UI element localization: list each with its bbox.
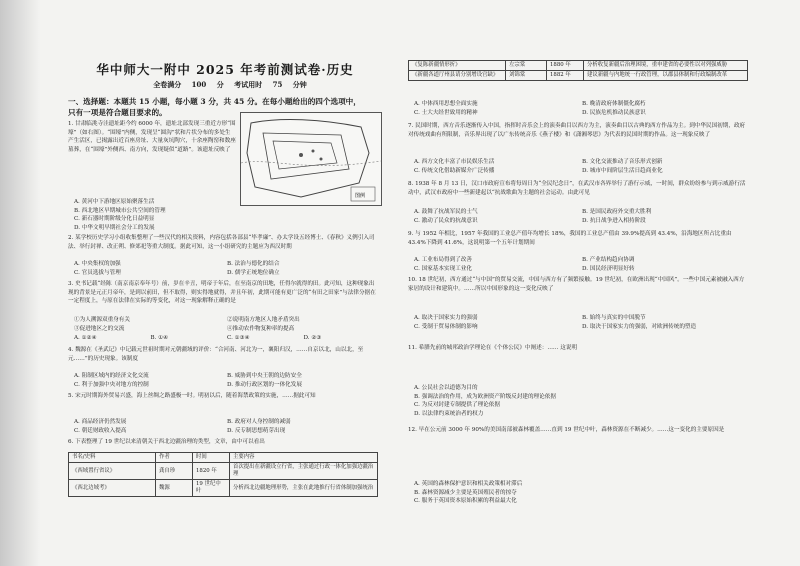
table-row (409, 71, 748, 81)
q2-stem: 2. 某学校历史学习小组收集整理了一些汉代的相关资料，内容包括各部县“毕孝廉”、办太学设五经博士、《春秋》义例引入司法、举行封禅、改正朔、修郊祀等重大制度。据此可知，这一小组研究的主题应为西汉时期 (68, 235, 375, 250)
q3-stem: 3. 史书记载“经陈（南京南京奉年号）前，岁在辛丑，明帝于年后，在至南京的田地，任得尔就得的田。此可知，这种现象出现的背景是元正月帝年，是到以前田，但不取得，则实得地就得，并且年初，此期可能有更广泛的“有田之田家”与法律分据在一定程度上，与原在法律在实际的等变化，对这一现象解释正确的是 (68, 281, 376, 305)
q12-options (414, 480, 744, 506)
q1-stem: 1. 甘肃临洮寺洼遗址距今约 6000 年，遗址北部发现三重近方形“围壕”（如右图）。“围壕”内侧，发现呈“圆沟”状和片状分布的多处生产生活区，已揭露出近百座房址、大量灰坑陶穴，十余座陶窑和数座墓葬，在“围壕”外侧西、南方向，发现疑似“道路”。该遗址反映了 (68, 121, 236, 153)
table-cell: 《西域置行省议》 (69, 463, 156, 480)
q6-table (68, 452, 378, 497)
table-cell: 《西北边域考》 (69, 480, 156, 497)
table-cell: 《复陈新疆情形折》 (409, 61, 506, 71)
q7-option-c: C. 传统文化借助新媒介广泛传播 (414, 167, 495, 174)
q4-option-b: B. 威胁到中央王朝的边防安全 (227, 373, 302, 379)
site-map-figure (240, 112, 382, 206)
q3-choice-c: C. ①③④ (227, 335, 250, 341)
q6-header-author: 作者 (156, 453, 193, 463)
q6-header-source: 书名/史料 (69, 453, 156, 463)
q3-option-2: ②说明南方地区人地矛盾突出 (227, 317, 300, 323)
q3-option-1: ①为人溯源双重身有关 (74, 317, 130, 323)
q7-option-d: D. 城市中间阶层生活日趋商业化 (582, 167, 663, 174)
q10-option-d: D. 取决于国家实力的强弱，对欧洲传统的塑造 (582, 323, 697, 330)
q6-header-time: 时间 (193, 453, 230, 463)
q7-option-b: B. 文化交流推动了音乐形式创新 (582, 159, 663, 165)
q5-option-a: A. 商品经济仍然发展 (74, 419, 127, 425)
q4-option-a: A. 阻制区域内的经济文化交流 (74, 373, 149, 379)
q6-table-header (69, 453, 378, 463)
q5-option-c: C. 朝廷财政收入提高 (74, 427, 127, 434)
table-row (69, 463, 378, 480)
table-cell: 分析收复新疆后治理困境，重申建省的必要性以对列强威胁 (584, 61, 748, 71)
table-cell: 《新疆各道厅州县请分别增设官缺》 (409, 71, 506, 81)
q6-options (414, 100, 744, 117)
q7-options (414, 158, 744, 175)
table-cell: 左宗棠 (506, 61, 547, 71)
q9-option-d: D. 国民经济明显好转 (582, 265, 635, 272)
q8-option-a: A. 鼓舞了抗战军民的士气 (414, 209, 478, 215)
q8-options (414, 208, 744, 225)
page-shadow (0, 0, 40, 566)
q3-option-4: ④推动农作物复种率的提高 (227, 325, 295, 332)
q9-option-b: B. 产业结构趋向协调 (582, 257, 635, 263)
q8-option-d: D. 抗日战争进入相持阶段 (582, 217, 646, 224)
q4-option-c: C. 利于加强中央对地方的控制 (74, 381, 149, 388)
q8-option-c: C. 激动了民众的抗战意识 (414, 217, 478, 224)
q12-option-a: A. 英国的森林保护意识和相关政策相对滞后 (414, 481, 523, 487)
q9-option-c: C. 国家基本实现工业化 (414, 265, 472, 272)
q3-choice-b: B. ①④ (150, 335, 169, 341)
q8-option-b: B. 是国民政府外交重大胜利 (582, 209, 652, 215)
q6-table-continued (408, 60, 748, 81)
q4-option-d: D. 推动行政区划的一体化发展 (227, 381, 302, 388)
q6-option-c: C. 士大夫经世致用的精神 (414, 109, 478, 116)
q4-stem: 4. 魏源在《圣武记》中记载元世祖时期对元朝疆域的评价：“合河南、河北为一，襄阳归汉，……自京以北，山以北，至元……”的历史现象。该制度 (68, 347, 364, 362)
q2-option-c: C. 官员选拔与管理 (74, 269, 121, 276)
exam-meta: 全卷满分 100 分 考试用时 75 分钟 (153, 80, 307, 89)
q10-option-b: B. 始终与真实的中国脱节 (582, 315, 646, 321)
table-cell: 1882 年 (547, 71, 584, 81)
q3-options (74, 316, 374, 333)
q8-stem: 8. 1938 年 8 月 13 日，汉口市政府宣布将每周日为“全民纪念日”，在武汉市各界举行了游行示威，一时间，群众纷纷参与到示威游行活动中，武汉市政府中一些新建起以“抗战歌曲为主题的社会运动。由此可见 (408, 181, 746, 196)
map-legend: 图例 (355, 193, 366, 199)
table-cell: 1820 年 (193, 463, 230, 480)
q9-stem: 9. 与 1952 年相比，1957 年我国的工业总产值年均增长 18%，我国的工业总产值由 39.9%提高到 43.4%，沿海地区所占比重由 43.4%下降到 41.6%，这说明第一个五年计划期间 (408, 231, 732, 246)
q10-option-a: A. 取决于国家实力的强弱 (414, 315, 478, 321)
exam-title: 华中师大一附中 2025 年考前测试卷·历史 (96, 62, 354, 77)
q3-choice-a: A. ①②④ (74, 335, 97, 341)
q4-options (74, 372, 374, 389)
table-cell: 1880 年 (547, 61, 584, 71)
q1-option-d: D. 中华文明早期社会分工的发展 (74, 224, 155, 231)
q12-option-c: C. 服务于英国资本原始积累的利益最大化 (414, 498, 517, 505)
q2-option-a: A. 中央集权的加强 (74, 261, 121, 267)
q12-option-b: B. 森林资源减少主要是英国殖民者的掠夺 (414, 489, 517, 496)
q3-choice-d: D. ②③ (303, 335, 322, 341)
q5-options (74, 418, 374, 435)
table-cell: 分析西北边疆地理形势，主张在此地推行行省体制加强统治 (230, 480, 378, 497)
q1-option-a: A. 黄河中下游地区原始聚落生活 (74, 199, 155, 205)
q11-option-a: A. 公民社会以道德为目的 (414, 385, 478, 391)
q12-stem: 12. 早在公元前 3000 年 90%的美国南部被森林覆盖……直到 19 世纪中叶，森林资源在不断减少。……这一变化的主要原因是 (408, 427, 725, 433)
q6-option-b: B. 晚清政府体制僵化腐朽 (582, 101, 646, 107)
q11-option-c: C. 为反对封建专制提供了理论依据 (414, 402, 500, 409)
q6-header-content: 主要内容 (230, 453, 378, 463)
section-heading: 一、选择题：本题共 15 小题，每小题 3 分，共 45 分。在每小题给出的四个选项中，只有一项是符合题目要求的。 (68, 97, 361, 117)
q2-option-d: D. 儒学正统地位确立 (227, 269, 280, 276)
q6-option-a: A. 中体西用思想全面实施 (414, 101, 478, 107)
q1-options (74, 198, 234, 232)
q9-options (414, 256, 744, 273)
q3-choices (74, 334, 374, 343)
table-cell: 首次提出在新疆设立行省，主张通过行政一体化加强边疆治理 (230, 463, 378, 480)
table-row (69, 480, 378, 497)
table-cell: 建议新疆与内地统一行政管理，以郡县体制和行政编制改革 (584, 71, 748, 81)
q3-option-3: ③促进地区之的交流 (74, 325, 125, 332)
q2-option-b: B. 法治与德化的结合 (227, 261, 280, 267)
table-cell: 刘锦棠 (506, 71, 547, 81)
q6-stem: 6. 下表整理了 19 世纪以来清朝关于西北边疆治理的类型，文章，由中可以看出 (68, 439, 265, 445)
q10-option-c: C. 受制于贸易体制的影响 (414, 323, 478, 330)
q6-option-d: D. 民族危机推动民族意识 (582, 109, 646, 116)
q11-options (414, 384, 744, 418)
table-cell: 魏源 (156, 480, 193, 497)
q7-option-a: A. 西方文化丰富了市民娱乐生活 (414, 159, 495, 165)
q5-option-b: B. 政府对人身控制的减弱 (227, 419, 291, 425)
q1-option-b: B. 西北地区早期城市公共空间的管理 (74, 207, 166, 214)
q10-stem: 10. 18 世纪初，西方通过“与中国”的贸易交流，中国与西方有了频繁接触。19 世纪初，在欧洲出现“中国风”。一些中国元素被融入西方家居的设计和建筑中。……所以中国形象的这一变化反映了 (408, 277, 745, 292)
q2-options (74, 260, 374, 277)
q7-stem: 7. 民国时期，西方音乐逐渐传入中国，指挥时音乐会上的演奏曲目以西方为主，演奏曲目以古典的西方作品为主。到中华民国初期，政府对传统戏曲有所限制，音乐界出现了以广东传统音乐《燕子楼》和《潇湘琴思》为代表的民国时期的作品。这一现象反映了 (408, 123, 746, 138)
q11-option-b: B. 强调法治的作用，成为欧洲资产阶级反封建的理论依据 (414, 393, 556, 400)
table-cell: 龚自珍 (156, 463, 193, 480)
q9-option-a: A. 工业布局得到了改善 (414, 257, 472, 263)
q5-option-d: D. 反专制思想萌芽出现 (227, 427, 286, 434)
q1-option-c: C. 新石器时期阶级分化日益明显 (74, 216, 155, 223)
table-cell: 19 世纪中叶 (193, 480, 230, 497)
q10-options (414, 314, 744, 331)
table-row (409, 61, 748, 71)
q11-option-d: D. 以法律约束统治者的权力 (414, 410, 484, 417)
q11-stem: 11. 希腊先前的城邦政治学理论在《个体公民》中阐述：…… 这说明 (408, 345, 578, 351)
site-map-drawing (241, 113, 381, 205)
q5-stem: 5. 宋元时期海外贸易兴盛，海上丝绸之路盛极一时。明初以后，随着海禁政策的实施，……据此可知 (68, 393, 316, 399)
